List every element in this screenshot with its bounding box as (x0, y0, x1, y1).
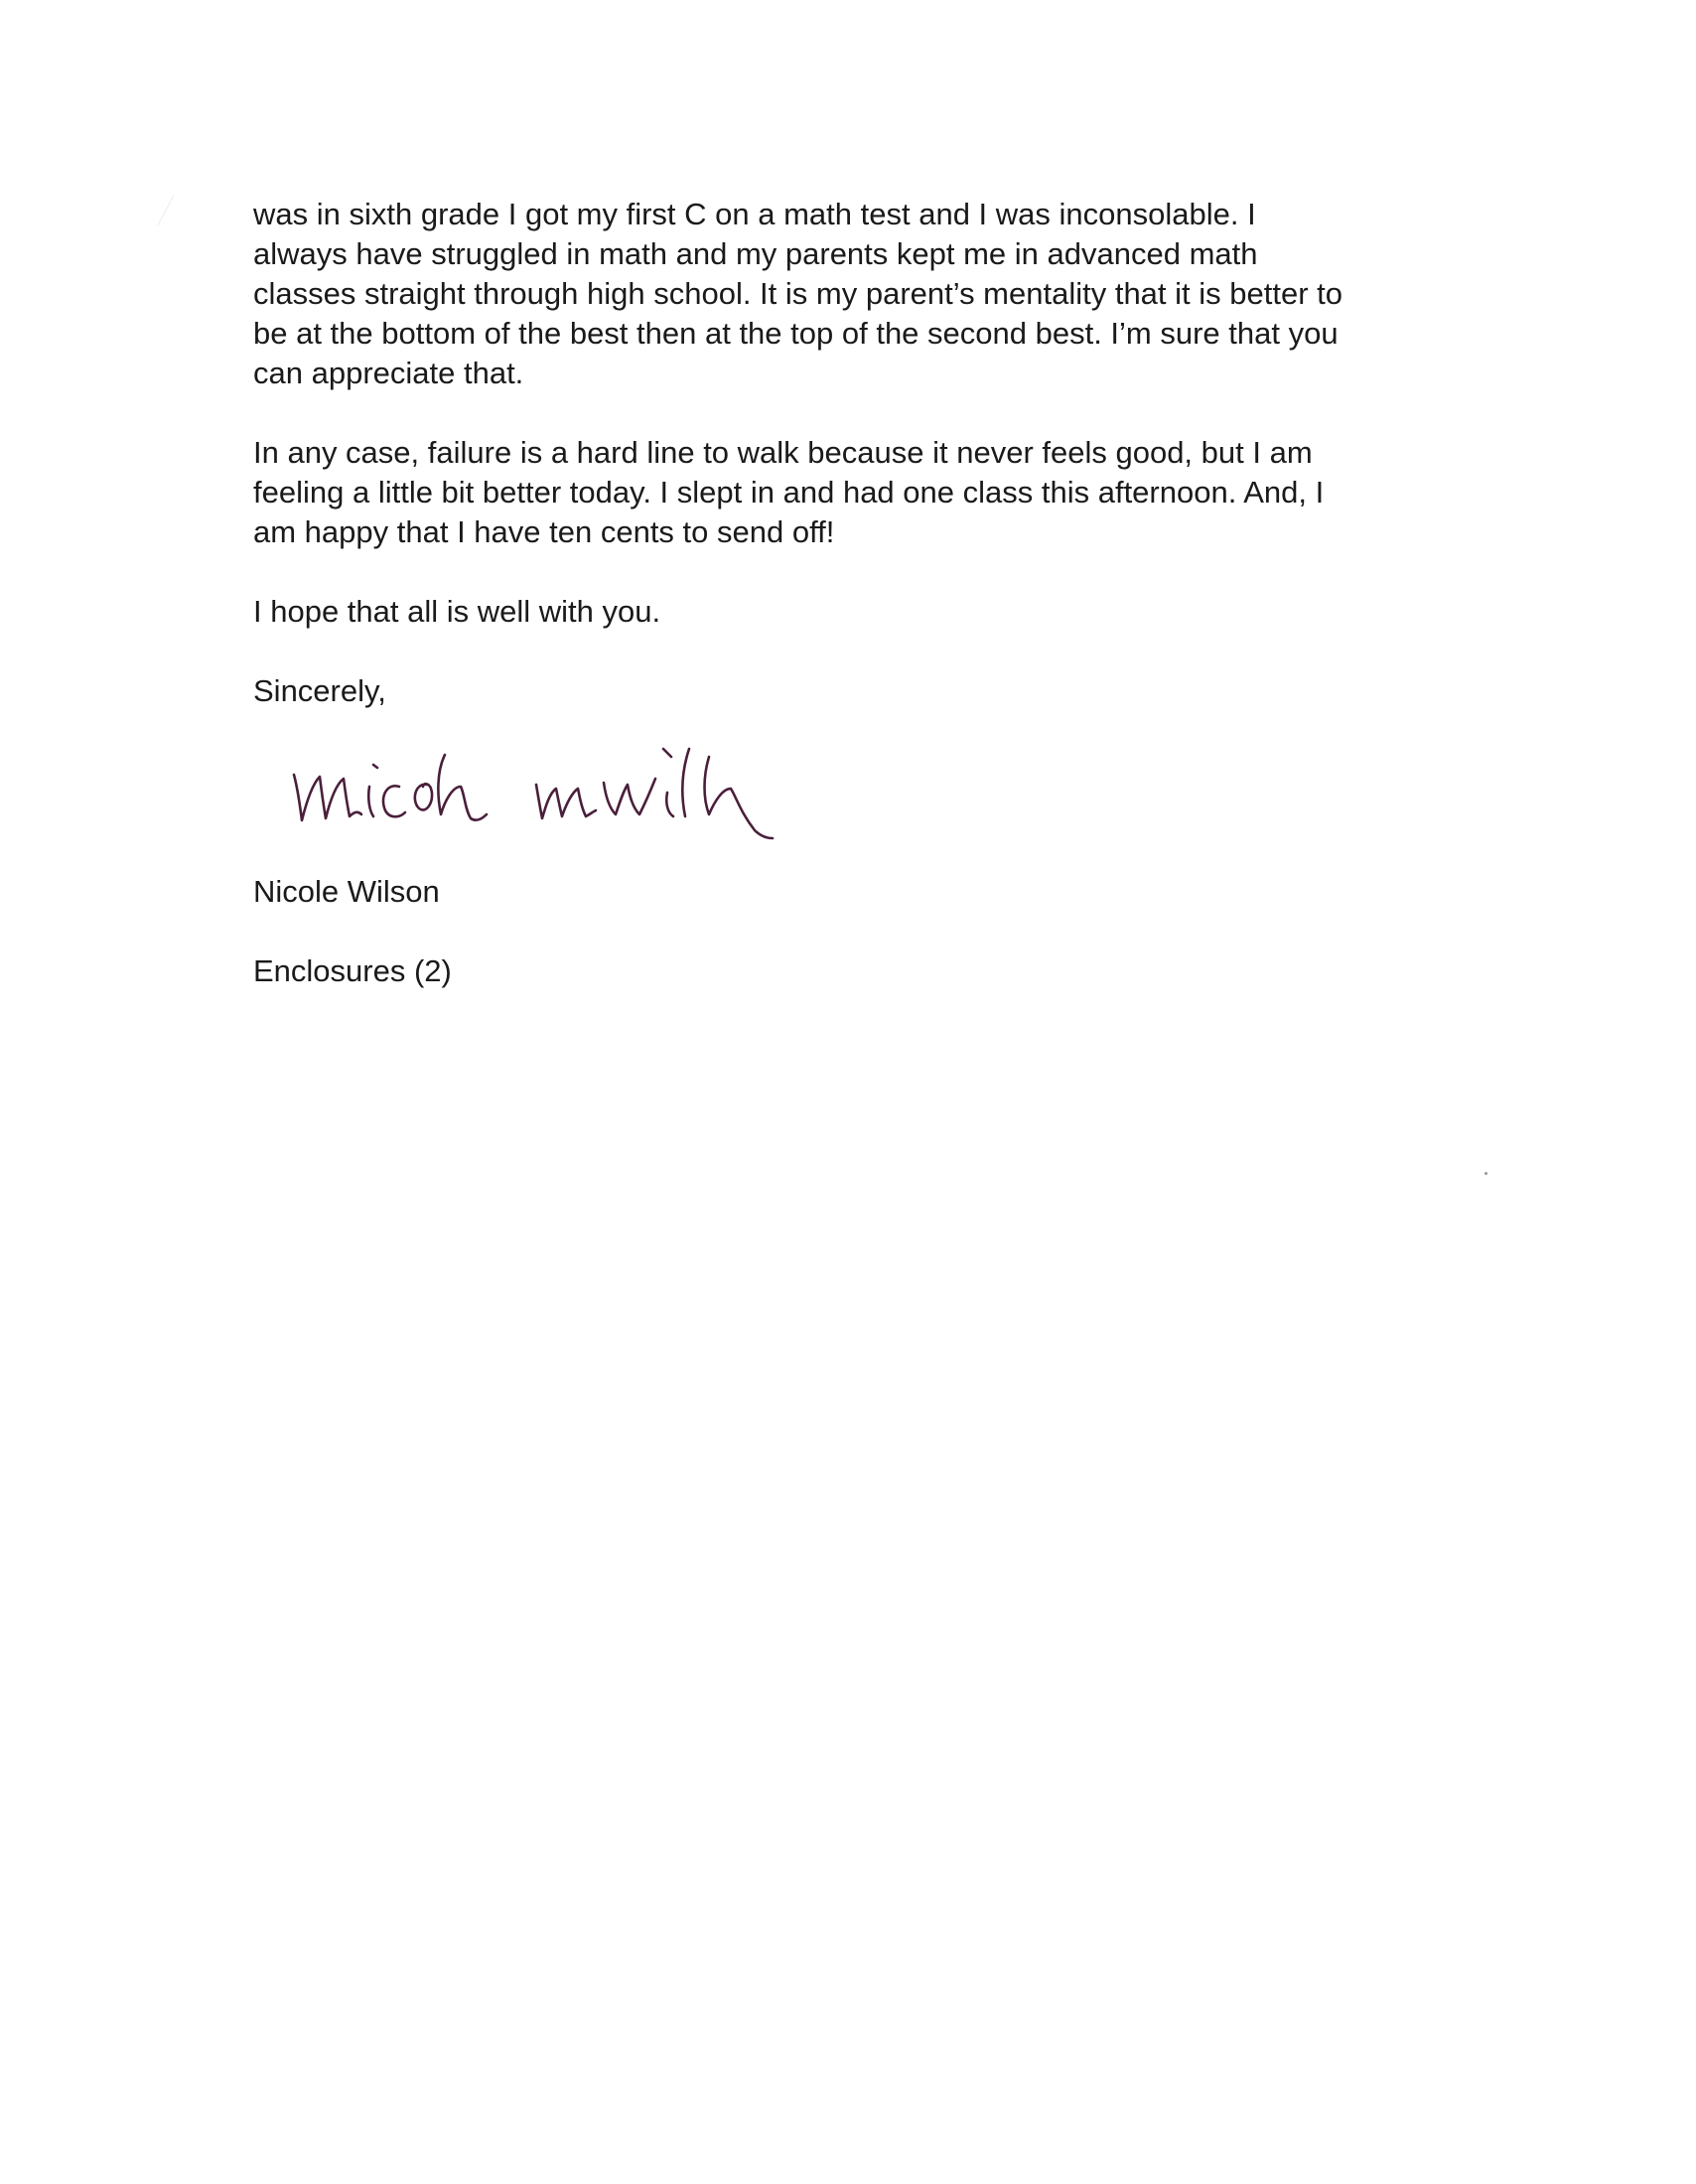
closing: Sincerely, (253, 673, 386, 708)
letter-body (253, 195, 1445, 711)
paragraph-1-line: was in sixth grade I got my first C on a math test and I was inconsolable. I (253, 197, 1256, 231)
paragraph-1-line: be at the bottom of the best then at the top of the second best. I’m sure that you (253, 316, 1339, 351)
paragraph-gap (253, 632, 1445, 671)
enclosures-note: Enclosures (2) (253, 953, 452, 988)
paragraph-1 (253, 195, 1445, 393)
paragraph-3: I hope that all is well with you. (253, 594, 661, 629)
paragraph-2-line: In any case, failure is a hard line to walk because it never feels good, but I am (253, 435, 1313, 470)
handwritten-signature (288, 735, 824, 844)
paragraph-1-line: can appreciate that. (253, 356, 524, 390)
scan-dot (1484, 1172, 1487, 1175)
paragraph-2-line: am happy that I have ten cents to send off! (253, 514, 835, 549)
paragraph-1-line: classes straight through high school. It is my parent’s mentality that it is better to (253, 276, 1343, 311)
paragraph-gap (253, 552, 1445, 592)
paragraph-1-line: always have struggled in math and my parents kept me in advanced math (253, 236, 1258, 271)
paragraph-gap (253, 393, 1445, 433)
scan-artifact (157, 196, 176, 227)
paragraph-2 (253, 433, 1445, 552)
paragraph-2-line: feeling a little bit better today. I slept in and had one class this afternoon. And, I (253, 475, 1325, 510)
signer-name: Nicole Wilson (253, 874, 440, 909)
